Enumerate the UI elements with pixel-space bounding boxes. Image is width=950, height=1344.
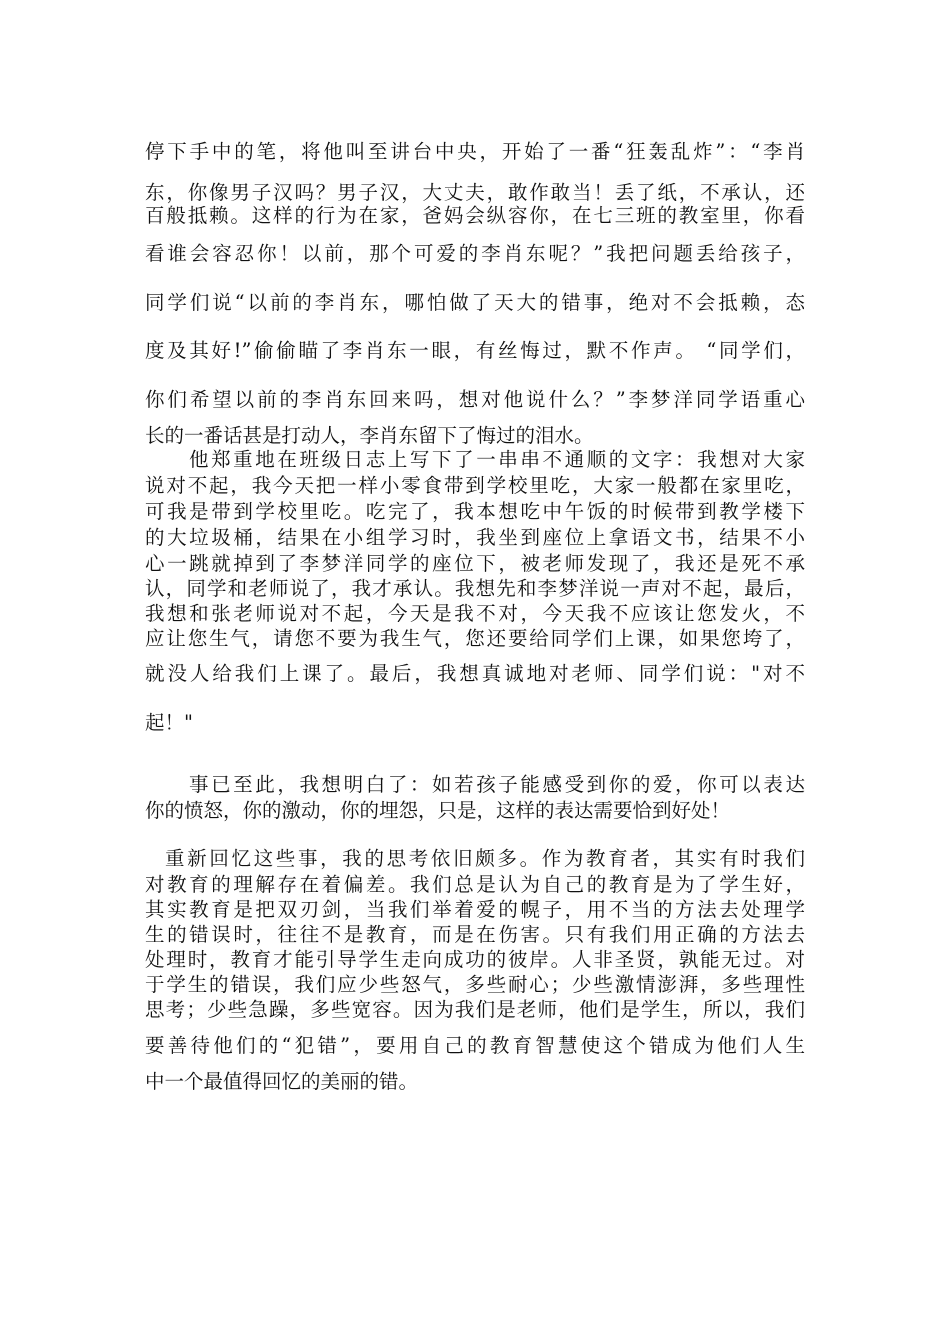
text-line: 同学们说“以前的李肖东，哪怕做了天大的错事，绝对不会抵赖，态	[145, 291, 805, 314]
text-line: 东，你像男子汉吗？男子汉，大丈夫，敢作敢当！丢了纸，不承认，还	[145, 181, 805, 204]
text-line: 他郑重地在班级日志上写下了一串串不通顺的文字：我想对大家	[189, 448, 805, 471]
text-line: 看谁会容忍你！以前，那个可爱的李肖东呢？”我把问题丢给孩子，	[145, 242, 805, 265]
text-line: 长的一番话甚是打动人，李肖东留下了悔过的泪水。	[145, 424, 594, 447]
text-line: 你的愤怒，你的激动，你的埋怨，只是，这样的表达需要恰到好处！	[145, 799, 731, 822]
text-line: 就没人给我们上课了。最后，我想真诚地对老师、同学们说："对不	[145, 662, 805, 685]
text-line: 说对不起，我今天把一样小零食带到学校里吃，大家一般都在家里吃，	[145, 474, 805, 497]
text-line: 生的错误时，往往不是教育，而是在伤害。只有我们用正确的方法去	[145, 923, 805, 946]
text-line: 思考；少些急躁，多些宽容。因为我们是老师，他们是学生，所以，我们	[145, 998, 805, 1021]
text-line: 要善待他们的“犯错”，要用自己的教育智慧使这个错成为他们人生	[145, 1034, 805, 1057]
text-line: 我想和张老师说对不起，今天是我不对，今天我不应该让您发火，不	[145, 602, 805, 625]
text-line: 度及其好!”偷偷瞄了李肖东一眼，有丝悔过，默不作声。 “同学们，	[145, 339, 805, 362]
text-line: 对教育的理解存在着偏差。我们总是认为自己的教育是为了学生好，	[145, 873, 805, 896]
text-line: 重新回忆这些事，我的思考依旧颇多。作为教育者，其实有时我们	[165, 847, 805, 870]
text-line: 停下手中的笔，将他叫至讲台中央，开始了一番“狂轰乱炸”：“李肖	[145, 140, 805, 163]
text-line: 起！"	[145, 711, 193, 734]
text-line: 可我是带到学校里吃。吃完了，我本想吃中午饭的时候带到教学楼下	[145, 500, 805, 523]
text-line: 的大垃圾桶，结果在小组学习时，我坐到座位上拿语文书，结果不小	[145, 526, 805, 549]
text-line: 处理时，教育才能引导学生走向成功的彼岸。人非圣贤，孰能无过。对	[145, 948, 805, 971]
text-line: 认，同学和老师说了，我才承认。我想先和李梦洋说一声对不起，最后，	[145, 577, 805, 600]
text-line: 于学生的错误，我们应少些怒气，多些耐心；少些激情澎湃，多些理性	[145, 973, 805, 996]
text-line: 百般抵赖。这样的行为在家，爸妈会纵容你，在七三班的教室里，你看	[145, 204, 805, 227]
text-line: 应让您生气，请您不要为我生气，您还要给同学们上课，如果您垮了，	[145, 627, 805, 650]
text-line: 你们希望以前的李肖东回来吗，想对他说什么？”李梦洋同学语重心	[145, 388, 805, 411]
text-line: 心一跳就掉到了李梦洋同学的座位下，被老师发现了，我还是死不承	[145, 552, 805, 575]
text-line: 其实教育是把双刃剑，当我们举着爱的幌子，用不当的方法去处理学	[145, 898, 805, 921]
text-line: 中一个最值得回忆的美丽的错。	[145, 1070, 419, 1093]
text-line: 事已至此，我想明白了：如若孩子能感受到你的爱，你可以表达	[189, 773, 805, 796]
